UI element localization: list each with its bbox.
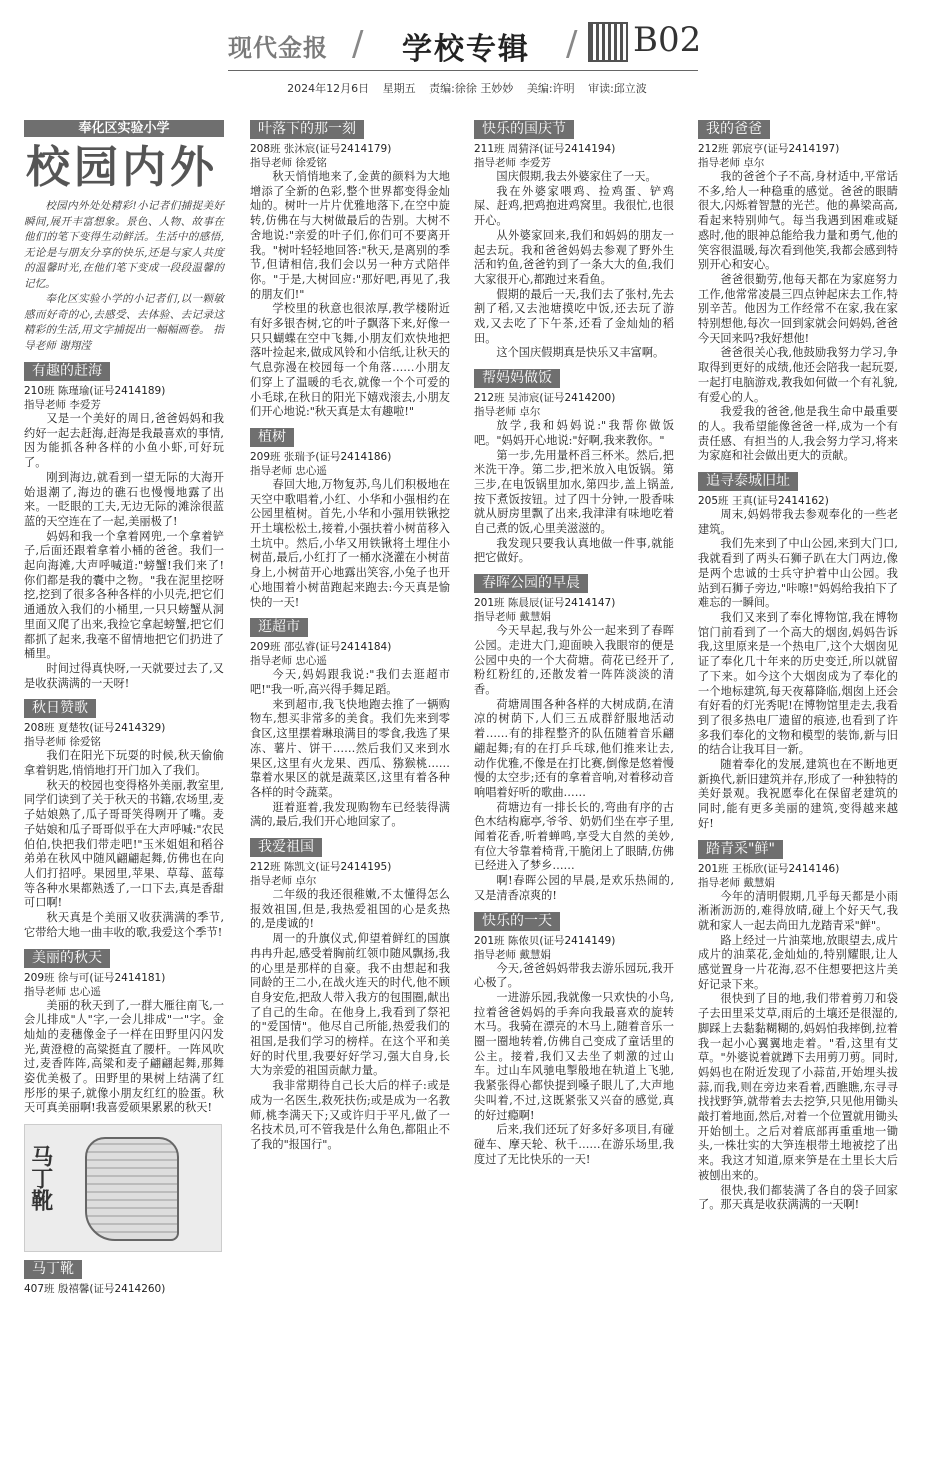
special-intro bbox=[24, 199, 224, 354]
article-paragraph: 美丽的秋天到了,一群大雁往南飞,一会儿排成"人"字,一会儿排成"一"字。金灿灿的麦穗像金子一样在田野里闪闪发光,黄澄橙的高粱挺直了腰杆。一阵风吹过,麦香阵阵,高粱和麦子翩翩起舞,那舞姿优美极了。田野里的果树上结满了红彤彤的果子,就像小朋友红红的脸蛋。秋天可真美丽啊!我喜爱硕果累累的秋天! bbox=[24, 998, 224, 1115]
article-paragraph: 第一步,先用量杯舀三杯米。然后,把米洗干净。第二步,把米放入电饭锅。第三步,在电饭锅里加水,第四步,盖上锅盖,按下煮饭按钮。过了四十分钟,一股香味就从厨房里飘了出来,我津津有味地吃着自己煮的饭,心里美滋滋的。 bbox=[474, 448, 674, 536]
article bbox=[24, 941, 224, 1117]
article-teacher: 指导老师 戴慧娟 bbox=[474, 611, 551, 624]
article-title: 有趣的赶海 bbox=[24, 362, 110, 381]
article-title: 快乐的一天 bbox=[474, 912, 560, 931]
article-teacher: 指导老师 卓尔 bbox=[474, 406, 541, 419]
page-number: B02 bbox=[633, 20, 702, 60]
article-paragraph: 路上经过一片油菜地,放眼望去,成片成片的油菜花,金灿灿的,特别耀眼,让人感觉置身一片花海,忍不住想要把这片美好记录下来。 bbox=[698, 933, 898, 991]
article bbox=[698, 120, 898, 464]
article-teacher: 指导老师 戴慧娟 bbox=[698, 876, 775, 889]
article-paragraph: 爸爸很关心我,他鼓励我努力学习,争取得到更好的成绩,他还会陪我一起玩耍,一起打电脑游戏,教我如何做一个有礼貌,有爱心的人。 bbox=[698, 346, 898, 404]
section-title: 学校专辑 bbox=[402, 32, 530, 67]
article-paragraph: 学校里的秋意也很浓厚,教学楼附近有好多银杏树,它的叶子飘落下来,好像一只只蝴蝶在空中飞舞,小朋友们欢快地把落叶捡起来,做成风铃和小信纸,让秋天的气息弥漫在校园每一个角落……小朋友们穿上了温暖的毛衣,就像一个个可爱的小毛球,在秋日的阳光下嬉戏滚去,小朋友们开心地说:"秋天真是太有趣啦!" bbox=[250, 302, 450, 419]
article-paragraph: 这个国庆假期真是快乐又丰富啊。 bbox=[496, 346, 665, 360]
article-paragraph: 来到超市,我飞快地跑去推了一辆购物车,想买非常多的美食。我们先来到零食区,这里摆着琳琅满目的零食,我选了果冻、薯片、饼干……然后我们又来到水果区,这里有火龙果、西瓜、猕猴桃……靠着水果区的就是蔬菜区,这里有着各种各样的时令蔬菜。 bbox=[250, 697, 450, 799]
column-4 bbox=[698, 120, 898, 1213]
article-student: 201班 陈侬贝(证号2414149) bbox=[474, 934, 616, 947]
article-paragraph: 我在外婆家喂鸡、捡鸡蛋、铲鸡屎、赶鸡,把鸡抱进鸡窝里。我很忙,也很开心。 bbox=[474, 184, 674, 228]
article bbox=[250, 830, 450, 1153]
article-paragraph: 我们先来到了中山公园,来到大门口,我就看到了两头石狮子趴在大门两边,像是两个忠诚的士兵守护着中山公园。我站到石狮子旁边,"咔嚓!"妈妈给我拍下了难忘的一瞬间。 bbox=[698, 537, 898, 610]
article-paragraph: 时间过得真快呀,一天就要过去了,又是收获满满的一天呀! bbox=[24, 661, 224, 690]
article bbox=[698, 832, 898, 1213]
article-student: 210班 陈瑾瑜(证号2414189) bbox=[24, 385, 166, 397]
article-paragraph: 假期的最后一天,我们去了张村,先去割了稻,又去池塘摸吃中饭,还去玩了游戏,又去吃了下午茶,还看了金灿灿的稻田。 bbox=[474, 287, 674, 345]
school-banner: 奉化区实验小学 bbox=[24, 120, 224, 137]
article-student: 211班 周猜泽(证号2414194) bbox=[474, 143, 616, 155]
article-title: 春晖公园的早晨 bbox=[474, 574, 588, 593]
divider-slash: / bbox=[352, 24, 364, 64]
issue-editors: 责编:徐徐 王妙妙 bbox=[429, 82, 514, 95]
article-paragraph: 随着奉化的发展,建筑也在不断地更新换代,新旧建筑并存,形成了一种独特的美好景观。我祝愿奉化在保留老建筑的同时,能有更多美丽的建筑,变得越来越好! bbox=[698, 758, 898, 830]
article-student: 212班 陈凯文(证号2414195) bbox=[250, 861, 392, 874]
article-paragraph: 后来,我们还玩了好多好多项目,有碰碰车、摩天轮、秋千……在游乐场里,我度过了无比快乐的一天! bbox=[474, 1123, 674, 1166]
article-student: 209班 邵弘睿(证号2414184) bbox=[250, 641, 392, 654]
article-paragraph: 周一的升旗仪式,仰望着鲜红的国旗冉冉升起,感受着胸前红领巾随风飘扬,我的心里是那样的自豪。我不由想起和我同龄的王二小,在战火连天的时代,他不顾自身安危,把敌人带入我方的包围圈,献出了自己的生命。在他身上,我看到了祭祀的"爱国情"。他尽自己所能,热爱我们的祖国,是我们学习的榜样。在这个平和美好的时代里,我要好好学习,强大自身,长大为亲爱的祖国贡献力量。 bbox=[250, 932, 450, 1078]
article-paragraph: 今天,爸爸妈妈带我去游乐园玩,我开心极了。 bbox=[474, 961, 674, 990]
special-heading: 校园内外 bbox=[26, 142, 218, 193]
drawing-image bbox=[24, 1124, 222, 1252]
article-title: 我爱祖国 bbox=[250, 838, 322, 857]
issue-art-editor: 美编:许明 bbox=[526, 82, 575, 95]
article-title: 美丽的秋天 bbox=[24, 949, 110, 968]
article bbox=[698, 464, 898, 831]
article bbox=[474, 120, 674, 361]
article-student: 201班 陈晨辰(证号2414147) bbox=[474, 597, 616, 610]
article-paragraph: 今天,妈妈跟我说:"我们去逛超市吧!"我一听,高兴得手舞足蹈。 bbox=[250, 668, 450, 696]
article-student: 212班 郭宸亨(证号2414197) bbox=[698, 143, 840, 155]
article-title: 秋日赞歌 bbox=[24, 699, 96, 718]
article-student: 209班 徐与可(证号2414181) bbox=[24, 971, 166, 984]
article bbox=[24, 691, 224, 940]
article-paragraph: 啊!春晖公园的早晨,是欢乐热闹的,又是清香凉爽的! bbox=[474, 874, 674, 902]
issue-date: 2024年12月6日 bbox=[287, 82, 370, 95]
article-paragraph: 爸爸很勤劳,他每天都在为家庭努力工作,他常常凌晨三四点钟起床去工作,特别辛苦。他因为工作经常不在家,我在家特别想他,每次一回到家就会问妈妈,爸爸今天回来吗?我好想他! bbox=[698, 272, 898, 345]
article-paragraph: 我们又来到了奉化博物馆,我在博物馆门前看到了一个高大的烟囱,妈妈告诉我,这里原来是一个热电厂,这个大烟囱见证了奉化几十年来的历史变迁,所以就留了下来。如今这个大烟囱成为了奉化的一个地标建筑,每天夜幕降临,烟囱上还会有好看的灯光秀呢!在博物馆里走去,我看到了很多热电厂遗留的痕迹,也看到了许多我们奉化的文物和模型的装饰,新与旧的结合让我耳目一新。 bbox=[698, 610, 898, 757]
article-paragraph: 我非常期待自己长大后的样子:或是成为一名医生,救死扶伤;或是成为一名教师,桃李满天下;又或许归于平凡,做了一名技术员,可不管我是什么角色,都阻止不了我的"报国行"。 bbox=[250, 1079, 450, 1151]
header-rule bbox=[228, 70, 698, 71]
article-paragraph: 荷塘边有一排长长的,弯曲有序的古色木结构廊亭,爷爷、奶奶们坐在亭子里,闻着花香,听着蝉鸣,享受大自然的美妙,有位大爷靠着椅背,干脆闭上了眼睛,仿佛已经进入了梦乡…… bbox=[474, 800, 674, 873]
article-title: 逛超市 bbox=[250, 618, 308, 637]
article-teacher: 指导老师 忠心遥 bbox=[250, 464, 327, 477]
article bbox=[250, 610, 450, 830]
issue-weekday: 星期五 bbox=[382, 82, 416, 95]
article-title: 追寻泰城旧址 bbox=[698, 472, 798, 491]
article-paragraph: 春回大地,万物复苏,鸟儿们积极地在天空中歌唱着,小红、小华和小强相约在公园里植树。首先,小华和小强用铁锹挖开土壤松松土,接着,小强扶着小树苗移入土坑中。然后,小华又用铁锹将土埋住小树苗,最后,小红打了一桶水浇灌在小树苗身上,小树苗开心地露出笑容,小兔子也开心地围着小树苗跑起来跑去:今天真是愉快的一天! bbox=[250, 477, 450, 609]
article-title: 叶落下的那一刻 bbox=[250, 120, 364, 139]
article bbox=[474, 566, 674, 903]
article-paragraph: 放学,我和妈妈说:"我帮你做饭吧。"妈妈开心地说:"好啊,我来教你。" bbox=[474, 419, 674, 447]
article-paragraph: 很快到了目的地,我们带着剪刀和袋子去田里采艾草,雨后的土壤还是很湿的,脚踩上去黏黏糊糊的,妈妈怕我摔倒,拉着我一起小心翼翼地走着。"看,这里有艾草。"外婆说着就蹲下去用剪刀剪。同时,妈妈也在附近发现了小蒜苗,开始埋头拔蒜,而我,则在旁边来看着,西瞧瞧,东寻寻找找野笋,就带着去去挖笋,只见他用锄头敲打着地面,然后,对着一个位置就用锄头开始刨土。之后对着底部再重重地一锄头,一株壮实的大笋连根带土地被挖了出来。我这才知道,原来笋是在土里长大后被刨出来的。 bbox=[698, 992, 898, 1182]
issue-proofreader: 审读:邱立波 bbox=[588, 82, 647, 95]
article-title: 马丁靴 bbox=[24, 1260, 82, 1279]
article-teacher: 指导老师 徐爱铭 bbox=[24, 736, 101, 749]
issue-info bbox=[0, 80, 934, 96]
article-teacher: 指导老师 卓尔 bbox=[698, 157, 765, 169]
article bbox=[474, 361, 674, 566]
article-paragraph: 秋天真是个美丽又收获满满的季节,它带给大地一曲丰收的歌,我爱这个季节! bbox=[24, 911, 224, 939]
article-paragraph: 周末,妈妈带我去参观奉化的一些老建筑。 bbox=[698, 508, 898, 536]
article-title: 踏青采"鲜" bbox=[698, 840, 783, 859]
column-3 bbox=[474, 120, 674, 1167]
article-teacher: 指导老师 忠心遥 bbox=[24, 985, 101, 998]
article-paragraph: 刚到海边,就看到一望无际的大海开始退潮了,海边的礁石也慢慢地露了出来。一眨眼的工夫,无边无际的滩涂很蓝蓝的天空连在了一起,美丽极了! bbox=[24, 470, 224, 528]
article-student: 205班 王真(证号2414162) bbox=[698, 495, 829, 508]
article-title: 快乐的国庆节 bbox=[474, 120, 574, 139]
article-teacher: 指导老师 戴慧娟 bbox=[474, 948, 551, 961]
article-teacher: 指导老师 卓尔 bbox=[250, 875, 317, 888]
article-student: 208班 夏楚牧(证号2414329) bbox=[24, 722, 166, 735]
article-paragraph: 国庆假期,我去外婆家住了一天。 bbox=[496, 170, 657, 183]
column-2 bbox=[250, 120, 450, 1153]
drawing-text: 马丁靴 bbox=[27, 1145, 54, 1212]
article bbox=[250, 420, 450, 610]
article-student: 407班 殷禧馨(证号2414260) bbox=[24, 1283, 166, 1296]
article-paragraph: 二年级的我还很稚嫩,不太懂得怎么报效祖国,但是,我热爱祖国的心是炙热的,是虔诚的! bbox=[250, 888, 450, 931]
article bbox=[250, 120, 450, 420]
article-student: 212班 吴沛宸(证号2414200) bbox=[474, 392, 616, 405]
article bbox=[24, 354, 224, 691]
divider-slash: / bbox=[566, 24, 578, 64]
article-paragraph: 很快,我们都装满了各自的袋子回家了。那天真是收获满满的一天啊! bbox=[698, 1183, 898, 1212]
column-1 bbox=[24, 120, 224, 1296]
intro-paragraph: 奉化区实验小学的小记者们,以一颗敏感而好奇的心,去感受、去体验、去记录这精彩的生活,用文字捕捉出一幅幅画卷。 指导老师 谢翔滢 bbox=[24, 293, 224, 352]
intro-paragraph: 校园内外处处精彩!小记者们捕捉美好瞬间,展开丰富想象。景色、人物、故事在他们的笔下变得生动鲜活。生活中的感悟,无论是与朋友分享的快乐,还是与家人共度的温馨时光,在他们笔下变成一段段温馨的记忆。 bbox=[24, 200, 224, 290]
article-paragraph: 一进游乐园,我就像一只欢快的小鸟,拉着爸爸妈妈的手奔向我最喜欢的旋转木马。我骑在漂亮的木马上,随着音乐一圈一圈地转着,仿佛自己变成了童话里的公主。接着,我们又去坐了刺激的过山车。过山车风驰电掣般地在轨道上飞驰,我紧张得心都快提到嗓子眼儿了,大声地尖叫着,不过,这既紧张又兴奋的感觉,真的好过瘾啊! bbox=[474, 990, 674, 1122]
boot-drawing bbox=[85, 1137, 179, 1241]
article-paragraph: 又是一个美好的周日,爸爸妈妈和我约好一起去赶海,赶海是我最喜欢的事情,因为能抓各种各样的小鱼小虾,可好玩了。 bbox=[24, 412, 224, 470]
article-title: 植树 bbox=[250, 428, 294, 447]
qr-code-icon[interactable] bbox=[588, 22, 628, 62]
article-student: 208班 张沐宸(证号2414179) bbox=[250, 143, 392, 155]
article-paragraph: 我的爸爸个子不高,身材适中,平常话不多,给人一种稳重的感觉。爸爸的眼睛很大,闪烁着智慧的光芒。他的鼻梁高高,看起来特别帅气。每当我遇到困难或疑惑时,他的眼神总能给我力量和勇气,他的笑容很温暖,每次看到他笑,我都会感到特别开心和安心。 bbox=[698, 170, 898, 272]
article-title: 我的爸爸 bbox=[698, 120, 770, 139]
article-paragraph: 今天早起,我与外公一起来到了春晖公园。走进大门,迎面映入我眼帘的便是公园中央的一个大荷塘。荷花已经开了,粉红粉红的,还散发着一阵阵淡淡的清香。 bbox=[474, 624, 674, 696]
article-teacher: 指导老师 李爱芳 bbox=[474, 157, 551, 169]
article-student: 209班 张瑞予(证号2414186) bbox=[250, 450, 392, 463]
article-paragraph: 荷塘周围各种各样的大树成荫,在清凉的树荫下,人们三五成群舒服地活动着……有的排程整齐的队伍随着音乐翩翩起舞;有的在打乒乓球,他们推来让去,动作优雅,不像是在打比赛,倒像是悠着慢慢的太空步;还有的拿着音响,对着移动音响唱着好听的歌曲…… bbox=[474, 697, 674, 799]
article bbox=[474, 904, 674, 1168]
article-paragraph: 秋天悄悄地来了,金黄的颜料为大地增添了全新的色彩,整个世界都变得金灿灿的。树叶一片片优雅地落下,在空中旋转,仿佛在与大树做最后的告别。大树不舍地说:"亲爱的叶子们,你们可不要离开我。"树叶轻轻地回答:"秋天,是离别的季节,但请相信,我们会以另一种方式陪伴你。"于是,大树回应:"那好吧,再见了,我的朋友们!" bbox=[250, 170, 450, 301]
article-paragraph: 逛着逛着,我发现购物车已经装得满满的,最后,我们开心地回家了。 bbox=[250, 800, 450, 829]
article-teacher: 指导老师 李爱芳 bbox=[24, 399, 101, 411]
article-paragraph: 秋天的校园也变得格外美丽,教室里,同学们读到了关于秋天的书籍,农场里,麦子姑娘熟了,瓜子哥哥笑得咧开了嘴。麦子姑娘和瓜子哥哥似乎在大声呼喊:"农民伯伯,快把我们带走吧!"玉米姐姐和稻谷弟弟在秋风中随风翩翩起舞,仿佛也在向人们打招呼。果园里,苹果、草莓、蓝莓等各种水果都熟透了,一口下去,真是香甜可口啊! bbox=[24, 778, 224, 910]
article-paragraph: 我们在阳光下玩耍的时候,秋天偷偷拿着钥匙,悄悄地打开门加入了我们。 bbox=[24, 749, 224, 778]
article-student: 201班 王栎欣(证号2414146) bbox=[698, 862, 840, 875]
article-teacher: 指导老师 忠心遥 bbox=[250, 655, 327, 668]
article-paragraph: 今年的清明假期,几乎每天都是小雨淅淅沥沥的,难得放晴,碰上个好天气,我就和家人一起去尚田九龙踏青采"鲜"。 bbox=[698, 889, 898, 932]
article-paragraph: 从外婆家回来,我们和妈妈的朋友一起去玩。我和爸爸妈妈去参观了野外生活和钓鱼,爸爸钓到了一条大大的鱼,我们大家很开心,都跑过来看鱼。 bbox=[474, 228, 674, 286]
article-paragraph: 我发现只要我认真地做一件事,就能把它做好。 bbox=[474, 536, 674, 565]
paper-name: 现代金报 bbox=[228, 34, 328, 62]
article-teacher: 指导老师 徐爱铭 bbox=[250, 157, 327, 169]
article-paragraph: 我爱我的爸爸,他是我生命中最重要的人。我希望能像爸爸一样,成为一个有责任感、有担当的人,我会努力学习,将来为家庭和社会做出更大的贡献。 bbox=[698, 405, 898, 463]
article-title: 帮妈妈做饭 bbox=[474, 369, 560, 388]
article-paragraph: 妈妈和我一个拿着网兜,一个拿着铲子,后面还跟着拿着小桶的爸爸。我们一起向海滩,大声呼喊道:"螃蟹!我们来了!你们都是我的囊中之物。"我在泥里挖呀挖,挖到了很多各种各样的小贝壳,把它们通通放入我们的小桶里,一只只螃蟹从洞里面又爬了出来,我捡它拿起螃蟹,把它们都抓了起来,我毫不留情地把它们扔进了桶里。 bbox=[24, 529, 224, 661]
masthead bbox=[0, 0, 934, 98]
